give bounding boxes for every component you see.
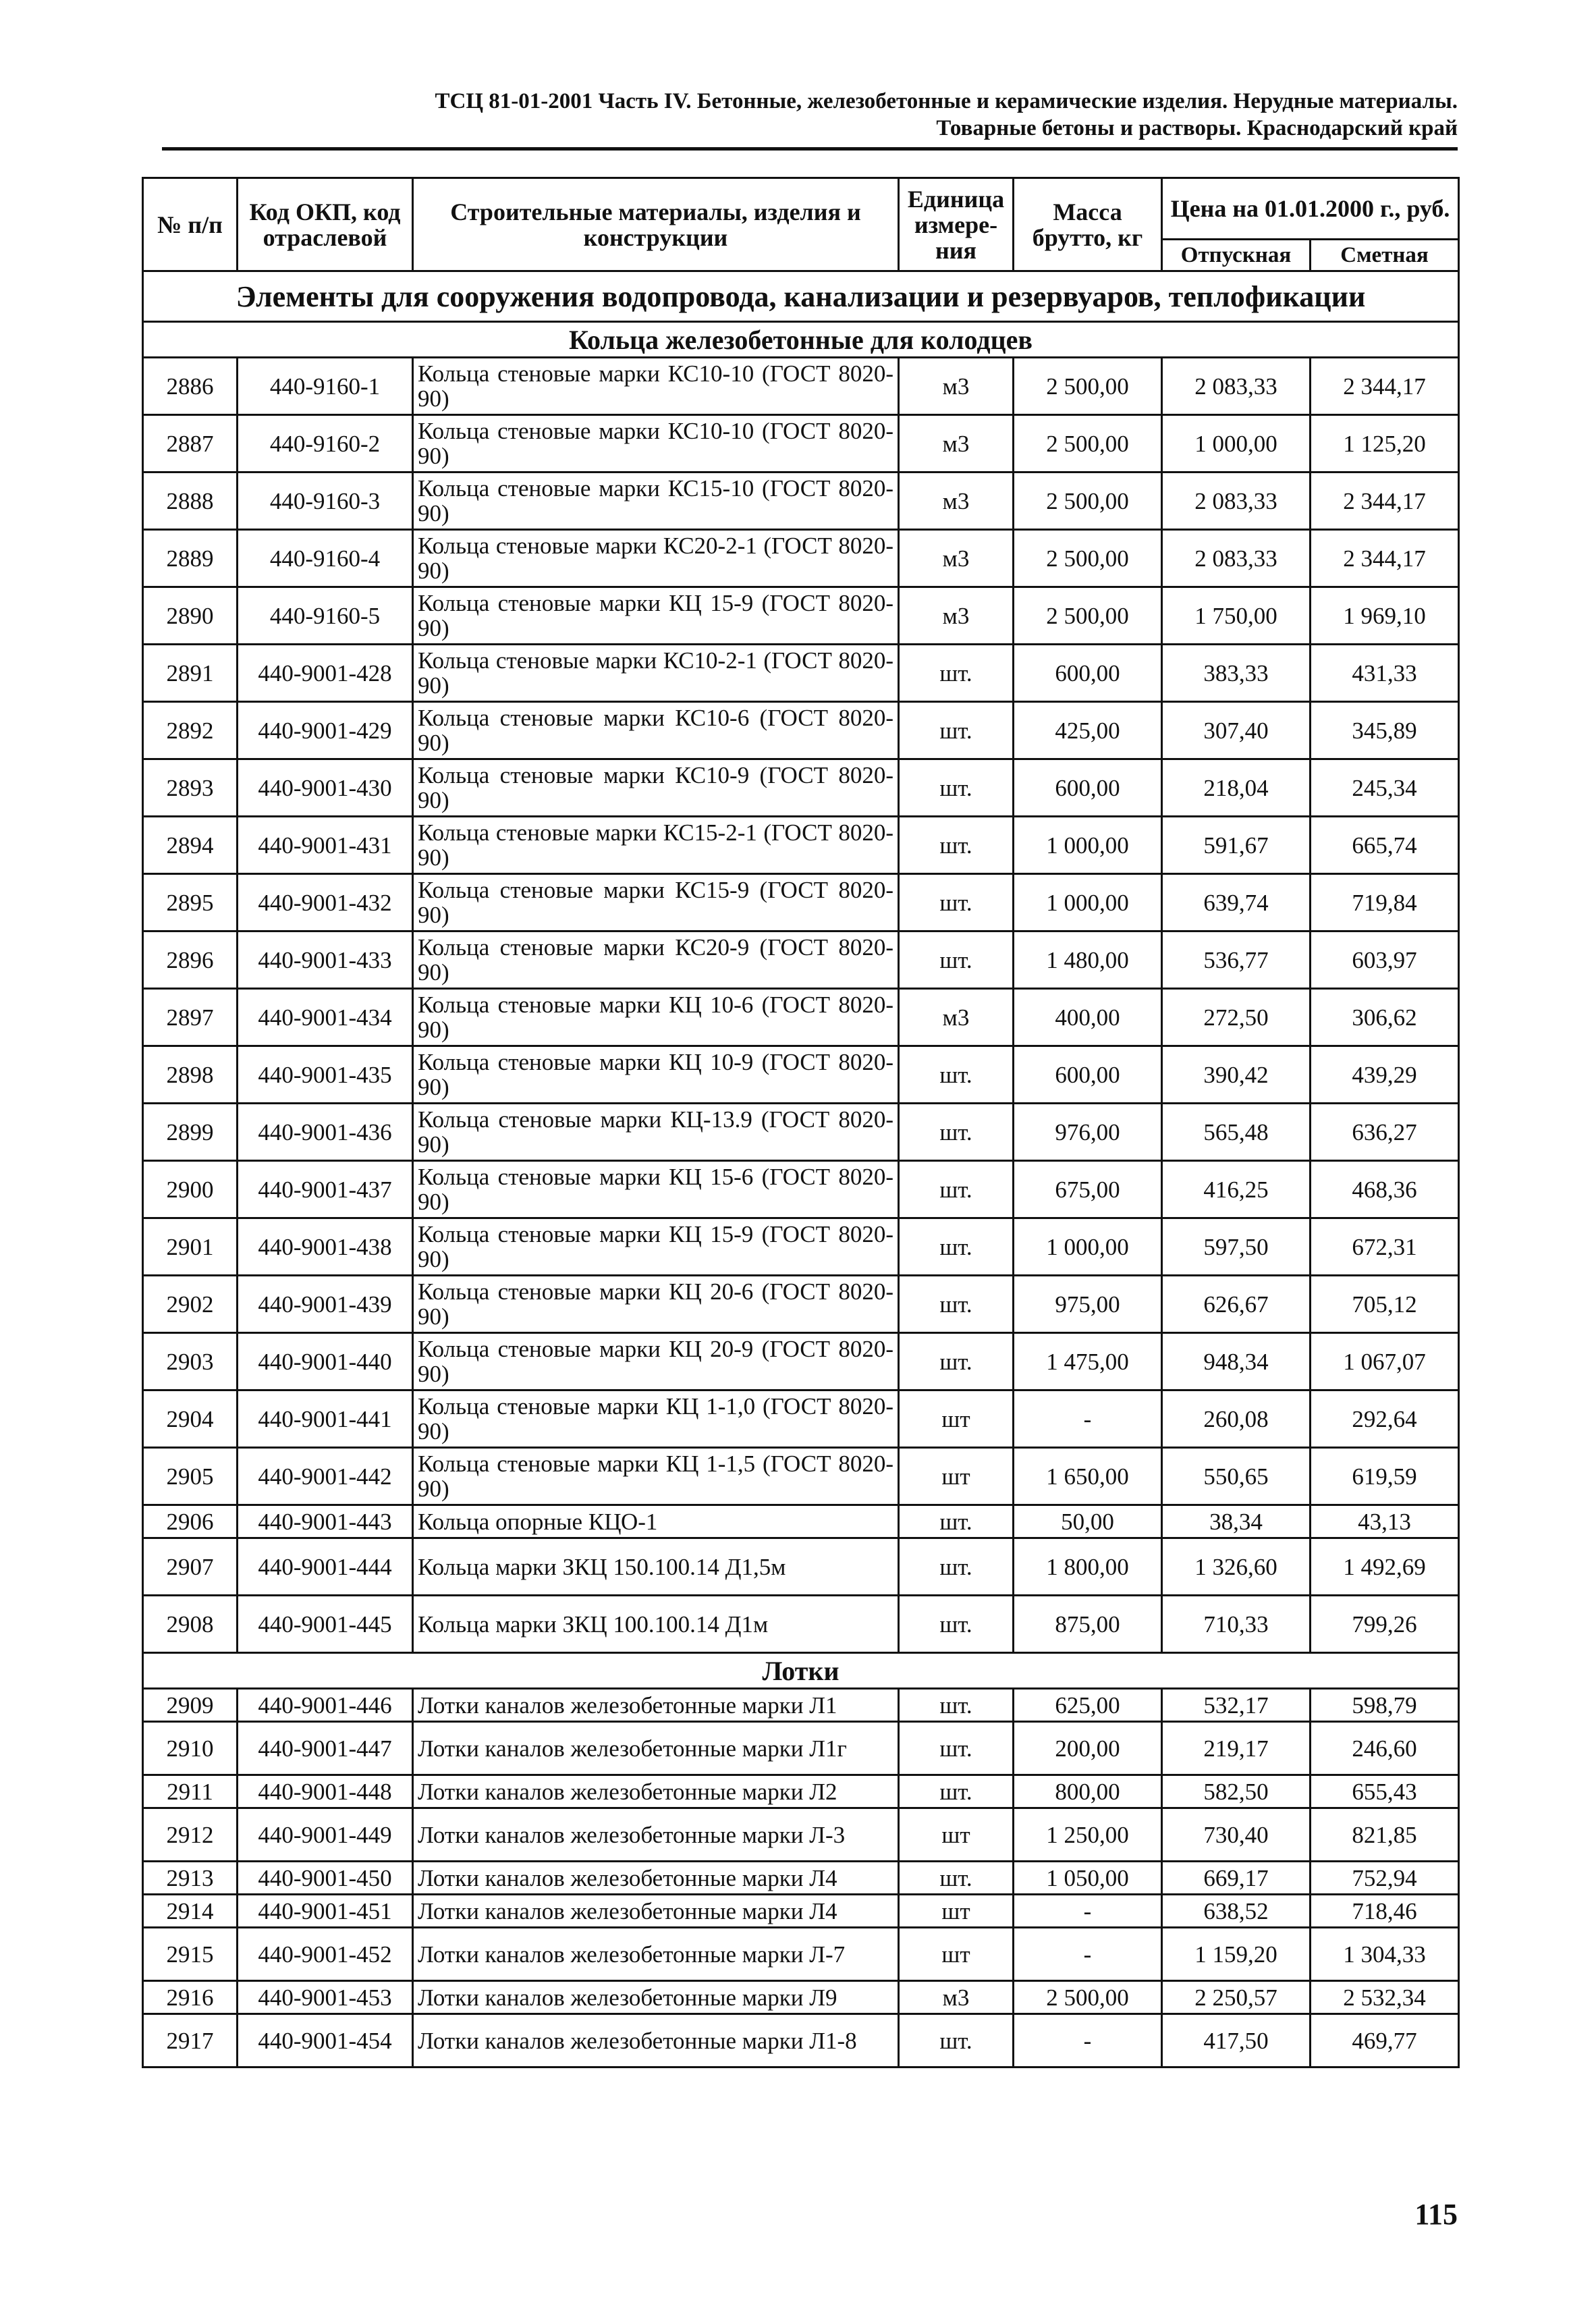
unit-cell: шт: [899, 1895, 1014, 1928]
item-name-cell: Кольца стеновые марки КЦ 1-1,0 (ГОСТ 8020-90): [413, 1390, 899, 1448]
mass-gross-cell: 1 250,00: [1014, 1808, 1162, 1862]
okp-code-cell: 440-9160-4: [238, 530, 413, 587]
row-number-cell: 2900: [143, 1161, 238, 1218]
price-release-cell: 417,50: [1162, 2014, 1311, 2068]
col-header-mass: Масса брутто, кг: [1014, 178, 1162, 271]
mass-gross-cell: 1 480,00: [1014, 931, 1162, 989]
price-estimate-cell: 1 125,20: [1311, 415, 1459, 472]
mass-gross-cell: 600,00: [1014, 1046, 1162, 1104]
table-row: [143, 989, 1459, 1046]
row-number-cell: 2913: [143, 1862, 238, 1895]
price-estimate-cell: 2 344,17: [1311, 472, 1459, 530]
row-number-cell: 2908: [143, 1596, 238, 1653]
price-table: [142, 177, 1460, 2068]
table-row: [143, 1333, 1459, 1390]
item-name-cell: Кольца стеновые марки КЦ 10-9 (ГОСТ 8020-90): [413, 1046, 899, 1104]
mass-gross-cell: 875,00: [1014, 1596, 1162, 1653]
subsection-title-rings: Кольца железобетонные для колодцев: [143, 322, 1459, 358]
price-release-cell: 730,40: [1162, 1808, 1311, 1862]
okp-code-cell: 440-9001-454: [238, 2014, 413, 2068]
row-number-cell: 2902: [143, 1276, 238, 1333]
row-number-cell: 2903: [143, 1333, 238, 1390]
price-estimate-cell: 752,94: [1311, 1862, 1459, 1895]
price-release-cell: 638,52: [1162, 1895, 1311, 1928]
row-number-cell: 2917: [143, 2014, 238, 2068]
unit-cell: шт.: [899, 1276, 1014, 1333]
row-number-cell: 2906: [143, 1505, 238, 1538]
unit-cell: шт.: [899, 817, 1014, 874]
table-row: [143, 817, 1459, 874]
header-line-2: Товарные бетоны и растворы. Краснодарский край: [936, 116, 1458, 140]
unit-cell: шт.: [899, 1775, 1014, 1808]
row-number-cell: 2889: [143, 530, 238, 587]
table-row: [143, 874, 1459, 931]
mass-gross-cell: 2 500,00: [1014, 530, 1162, 587]
price-estimate-cell: 245,34: [1311, 759, 1459, 817]
table-row: [143, 1538, 1459, 1596]
price-estimate-cell: 439,29: [1311, 1046, 1459, 1104]
okp-code-cell: 440-9001-442: [238, 1448, 413, 1505]
unit-cell: шт.: [899, 1046, 1014, 1104]
price-release-cell: 2 083,33: [1162, 472, 1311, 530]
row-number-cell: 2907: [143, 1538, 238, 1596]
price-estimate-cell: 468,36: [1311, 1161, 1459, 1218]
price-release-cell: 550,65: [1162, 1448, 1311, 1505]
item-name-cell: Кольца стеновые марки КС10-10 (ГОСТ 8020-90): [413, 358, 899, 415]
price-release-cell: 2 250,57: [1162, 1981, 1311, 2014]
table-row: [143, 645, 1459, 702]
item-name-cell: Кольца стеновые марки КЦ 15-6 (ГОСТ 8020-90): [413, 1161, 899, 1218]
item-name-cell: Кольца стеновые марки КС10-9 (ГОСТ 8020-90): [413, 759, 899, 817]
okp-code-cell: 440-9001-444: [238, 1538, 413, 1596]
unit-cell: шт.: [899, 1333, 1014, 1390]
unit-cell: м3: [899, 472, 1014, 530]
col-header-price-estimate: Сметная: [1311, 240, 1459, 271]
unit-cell: шт.: [899, 1161, 1014, 1218]
table-row: [143, 1808, 1459, 1862]
price-release-cell: 536,77: [1162, 931, 1311, 989]
okp-code-cell: 440-9160-5: [238, 587, 413, 645]
price-release-cell: 626,67: [1162, 1276, 1311, 1333]
row-number-cell: 2897: [143, 989, 238, 1046]
unit-cell: шт.: [899, 1104, 1014, 1161]
unit-cell: шт.: [899, 1218, 1014, 1276]
table-row: [143, 1505, 1459, 1538]
price-release-cell: 597,50: [1162, 1218, 1311, 1276]
mass-gross-cell: 1 000,00: [1014, 874, 1162, 931]
item-name-cell: Лотки каналов железобетонные марки Л4: [413, 1862, 899, 1895]
unit-cell: шт.: [899, 2014, 1014, 2068]
page-number: 115: [1414, 2198, 1458, 2231]
item-name-cell: Кольца стеновые марки КЦ 1-1,5 (ГОСТ 8020-90): [413, 1448, 899, 1505]
okp-code-cell: 440-9001-451: [238, 1895, 413, 1928]
item-name-cell: Лотки каналов железобетонные марки Л1г: [413, 1722, 899, 1775]
row-number-cell: 2887: [143, 415, 238, 472]
price-estimate-cell: 603,97: [1311, 931, 1459, 989]
item-name-cell: Кольца стеновые марки КС15-10 (ГОСТ 8020-90): [413, 472, 899, 530]
table-row: [143, 1775, 1459, 1808]
row-number-cell: 2909: [143, 1689, 238, 1722]
table-row: [143, 1046, 1459, 1104]
price-estimate-cell: 655,43: [1311, 1775, 1459, 1808]
table-row: [143, 1928, 1459, 1981]
unit-cell: м3: [899, 1981, 1014, 2014]
row-number-cell: 2911: [143, 1775, 238, 1808]
price-estimate-cell: 705,12: [1311, 1276, 1459, 1333]
table-row: [143, 759, 1459, 817]
row-number-cell: 2893: [143, 759, 238, 817]
table-row: [143, 1218, 1459, 1276]
item-name-cell: Лотки каналов железобетонные марки Л2: [413, 1775, 899, 1808]
okp-code-cell: 440-9001-438: [238, 1218, 413, 1276]
okp-code-cell: 440-9001-440: [238, 1333, 413, 1390]
unit-cell: шт.: [899, 874, 1014, 931]
unit-cell: м3: [899, 587, 1014, 645]
price-estimate-cell: 2 344,17: [1311, 358, 1459, 415]
col-header-price-release: Отпускная: [1162, 240, 1311, 271]
unit-cell: шт: [899, 1928, 1014, 1981]
mass-gross-cell: 675,00: [1014, 1161, 1162, 1218]
mass-gross-cell: 2 500,00: [1014, 358, 1162, 415]
item-name-cell: Лотки каналов железобетонные марки Л1-8: [413, 2014, 899, 2068]
table-row: [143, 1448, 1459, 1505]
unit-cell: шт.: [899, 1689, 1014, 1722]
col-header-name: Строительные материалы, изделия и конструкции: [413, 178, 899, 271]
price-estimate-cell: 719,84: [1311, 874, 1459, 931]
item-name-cell: Кольца стеновые марки КС15-9 (ГОСТ 8020-90): [413, 874, 899, 931]
table-row: [143, 1104, 1459, 1161]
mass-gross-cell: 1 650,00: [1014, 1448, 1162, 1505]
subsection-title-trays: Лотки: [143, 1653, 1459, 1689]
unit-cell: м3: [899, 530, 1014, 587]
price-estimate-cell: 672,31: [1311, 1218, 1459, 1276]
row-number-cell: 2899: [143, 1104, 238, 1161]
price-release-cell: 2 083,33: [1162, 358, 1311, 415]
table-row: [143, 415, 1459, 472]
row-number-cell: 2912: [143, 1808, 238, 1862]
row-number-cell: 2901: [143, 1218, 238, 1276]
table-row: [143, 472, 1459, 530]
row-number-cell: 2910: [143, 1722, 238, 1775]
item-name-cell: Кольца стеновые марки КС20-2-1 (ГОСТ 8020-90): [413, 530, 899, 587]
mass-gross-cell: -: [1014, 1390, 1162, 1448]
price-release-cell: 948,34: [1162, 1333, 1311, 1390]
table-row: [143, 931, 1459, 989]
price-release-cell: 260,08: [1162, 1390, 1311, 1448]
price-release-cell: 591,67: [1162, 817, 1311, 874]
col-header-unit: Единица измере-ния: [899, 178, 1014, 271]
price-release-cell: 669,17: [1162, 1862, 1311, 1895]
okp-code-cell: 440-9001-432: [238, 874, 413, 931]
table-row: [143, 1689, 1459, 1722]
price-release-cell: 1 159,20: [1162, 1928, 1311, 1981]
mass-gross-cell: 425,00: [1014, 702, 1162, 759]
item-name-cell: Кольца стеновые марки КЦ 15-9 (ГОСТ 8020-90): [413, 1218, 899, 1276]
col-header-price: Цена на 01.01.2000 г., руб.: [1162, 178, 1459, 240]
row-number-cell: 2886: [143, 358, 238, 415]
okp-code-cell: 440-9001-431: [238, 817, 413, 874]
unit-cell: шт.: [899, 931, 1014, 989]
unit-cell: шт.: [899, 1596, 1014, 1653]
table-row: [143, 1276, 1459, 1333]
mass-gross-cell: -: [1014, 1928, 1162, 1981]
row-number-cell: 2888: [143, 472, 238, 530]
row-number-cell: 2895: [143, 874, 238, 931]
item-name-cell: Кольца марки ЗКЦ 100.100.14 Д1м: [413, 1596, 899, 1653]
okp-code-cell: 440-9001-449: [238, 1808, 413, 1862]
price-release-cell: 710,33: [1162, 1596, 1311, 1653]
okp-code-cell: 440-9001-446: [238, 1689, 413, 1722]
row-number-cell: 2915: [143, 1928, 238, 1981]
header-rule: [162, 147, 1458, 151]
table-row: [143, 1596, 1459, 1653]
okp-code-cell: 440-9001-436: [238, 1104, 413, 1161]
price-release-cell: 639,74: [1162, 874, 1311, 931]
price-release-cell: 1 750,00: [1162, 587, 1311, 645]
okp-code-cell: 440-9001-453: [238, 1981, 413, 2014]
price-estimate-cell: 431,33: [1311, 645, 1459, 702]
row-number-cell: 2894: [143, 817, 238, 874]
table-head: [143, 178, 1459, 271]
price-estimate-cell: 598,79: [1311, 1689, 1459, 1722]
price-estimate-cell: 636,27: [1311, 1104, 1459, 1161]
unit-cell: шт.: [899, 1722, 1014, 1775]
row-number-cell: 2898: [143, 1046, 238, 1104]
mass-gross-cell: 600,00: [1014, 759, 1162, 817]
price-estimate-cell: 345,89: [1311, 702, 1459, 759]
mass-gross-cell: 800,00: [1014, 1775, 1162, 1808]
price-estimate-cell: 1 067,07: [1311, 1333, 1459, 1390]
unit-cell: м3: [899, 415, 1014, 472]
price-release-cell: 307,40: [1162, 702, 1311, 759]
item-name-cell: Кольца стеновые марки КС10-2-1 (ГОСТ 8020-90): [413, 645, 899, 702]
item-name-cell: Лотки каналов железобетонные марки Л-3: [413, 1808, 899, 1862]
mass-gross-cell: 1 000,00: [1014, 817, 1162, 874]
table-row: [143, 1862, 1459, 1895]
price-release-cell: 1 326,60: [1162, 1538, 1311, 1596]
table-row: [143, 587, 1459, 645]
okp-code-cell: 440-9001-445: [238, 1596, 413, 1653]
price-release-cell: 383,33: [1162, 645, 1311, 702]
unit-cell: шт.: [899, 702, 1014, 759]
price-estimate-cell: 1 304,33: [1311, 1928, 1459, 1981]
mass-gross-cell: 2 500,00: [1014, 1981, 1162, 2014]
item-name-cell: Кольца стеновые марки КЦ 20-9 (ГОСТ 8020-90): [413, 1333, 899, 1390]
price-release-cell: 272,50: [1162, 989, 1311, 1046]
okp-code-cell: 440-9001-448: [238, 1775, 413, 1808]
table-row: [143, 1981, 1459, 2014]
okp-code-cell: 440-9160-3: [238, 472, 413, 530]
section-title: Элементы для сооружения водопровода, канализации и резервуаров, теплофикации: [143, 271, 1459, 322]
mass-gross-cell: 2 500,00: [1014, 587, 1162, 645]
price-release-cell: 416,25: [1162, 1161, 1311, 1218]
row-number-cell: 2891: [143, 645, 238, 702]
okp-code-cell: 440-9001-441: [238, 1390, 413, 1448]
price-release-cell: 2 083,33: [1162, 530, 1311, 587]
mass-gross-cell: 976,00: [1014, 1104, 1162, 1161]
mass-gross-cell: 1 050,00: [1014, 1862, 1162, 1895]
mass-gross-cell: -: [1014, 1895, 1162, 1928]
price-release-cell: 565,48: [1162, 1104, 1311, 1161]
price-estimate-cell: 306,62: [1311, 989, 1459, 1046]
mass-gross-cell: 1 000,00: [1014, 1218, 1162, 1276]
unit-cell: м3: [899, 989, 1014, 1046]
row-number-cell: 2904: [143, 1390, 238, 1448]
mass-gross-cell: 600,00: [1014, 645, 1162, 702]
price-release-cell: 218,04: [1162, 759, 1311, 817]
mass-gross-cell: 1 800,00: [1014, 1538, 1162, 1596]
row-number-cell: 2914: [143, 1895, 238, 1928]
price-estimate-cell: 718,46: [1311, 1895, 1459, 1928]
okp-code-cell: 440-9001-434: [238, 989, 413, 1046]
table-row: [143, 1161, 1459, 1218]
mass-gross-cell: 2 500,00: [1014, 472, 1162, 530]
table-row: [143, 2014, 1459, 2068]
mass-gross-cell: 200,00: [1014, 1722, 1162, 1775]
unit-cell: шт.: [899, 645, 1014, 702]
mass-gross-cell: 400,00: [1014, 989, 1162, 1046]
price-estimate-cell: 246,60: [1311, 1722, 1459, 1775]
item-name-cell: Лотки каналов железобетонные марки Л4: [413, 1895, 899, 1928]
price-release-cell: 219,17: [1162, 1722, 1311, 1775]
item-name-cell: Кольца стеновые марки КЦ-13.9 (ГОСТ 8020-90): [413, 1104, 899, 1161]
col-header-num: № п/п: [143, 178, 238, 271]
row-number-cell: 2916: [143, 1981, 238, 2014]
table-body-trays: [143, 1653, 1459, 2068]
col-header-code: Код ОКП, код отраслевой: [238, 178, 413, 271]
okp-code-cell: 440-9001-435: [238, 1046, 413, 1104]
price-estimate-cell: 1 492,69: [1311, 1538, 1459, 1596]
unit-cell: шт.: [899, 1505, 1014, 1538]
mass-gross-cell: 975,00: [1014, 1276, 1162, 1333]
price-release-cell: 532,17: [1162, 1689, 1311, 1722]
table-body-rings: [143, 271, 1459, 1653]
okp-code-cell: 440-9160-2: [238, 415, 413, 472]
item-name-cell: Кольца стеновые марки КС15-2-1 (ГОСТ 8020-90): [413, 817, 899, 874]
price-release-cell: 38,34: [1162, 1505, 1311, 1538]
unit-cell: шт.: [899, 1862, 1014, 1895]
price-estimate-cell: 292,64: [1311, 1390, 1459, 1448]
header-line-1: ТСЦ 81-01-2001 Часть IV. Бетонные, железобетонные и керамические изделия. Нерудные материалы.: [435, 89, 1458, 113]
okp-code-cell: 440-9001-429: [238, 702, 413, 759]
item-name-cell: Лотки каналов железобетонные марки Л-7: [413, 1928, 899, 1981]
price-estimate-cell: 2 344,17: [1311, 530, 1459, 587]
table-row: [143, 358, 1459, 415]
price-release-cell: 582,50: [1162, 1775, 1311, 1808]
item-name-cell: Кольца стеновые марки КС10-10 (ГОСТ 8020-90): [413, 415, 899, 472]
table-row: [143, 530, 1459, 587]
okp-code-cell: 440-9001-450: [238, 1862, 413, 1895]
price-estimate-cell: 799,26: [1311, 1596, 1459, 1653]
okp-code-cell: 440-9001-430: [238, 759, 413, 817]
mass-gross-cell: -: [1014, 2014, 1162, 2068]
item-name-cell: Кольца опорные КЦО-1: [413, 1505, 899, 1538]
item-name-cell: Кольца марки ЗКЦ 150.100.14 Д1,5м: [413, 1538, 899, 1596]
unit-cell: шт.: [899, 1538, 1014, 1596]
okp-code-cell: 440-9001-428: [238, 645, 413, 702]
row-number-cell: 2892: [143, 702, 238, 759]
table-row: [143, 1722, 1459, 1775]
item-name-cell: Кольца стеновые марки КЦ 15-9 (ГОСТ 8020-90): [413, 587, 899, 645]
okp-code-cell: 440-9001-439: [238, 1276, 413, 1333]
price-estimate-cell: 43,13: [1311, 1505, 1459, 1538]
page-header: [142, 88, 1458, 142]
item-name-cell: Кольца стеновые марки КЦ 20-6 (ГОСТ 8020-90): [413, 1276, 899, 1333]
price-estimate-cell: 619,59: [1311, 1448, 1459, 1505]
okp-code-cell: 440-9001-443: [238, 1505, 413, 1538]
mass-gross-cell: 625,00: [1014, 1689, 1162, 1722]
okp-code-cell: 440-9001-433: [238, 931, 413, 989]
price-release-cell: 390,42: [1162, 1046, 1311, 1104]
okp-code-cell: 440-9001-452: [238, 1928, 413, 1981]
table-row: [143, 702, 1459, 759]
mass-gross-cell: 1 475,00: [1014, 1333, 1162, 1390]
item-name-cell: Кольца стеновые марки КС20-9 (ГОСТ 8020-90): [413, 931, 899, 989]
unit-cell: шт: [899, 1448, 1014, 1505]
mass-gross-cell: 50,00: [1014, 1505, 1162, 1538]
table-row: [143, 1895, 1459, 1928]
table-row: [143, 1390, 1459, 1448]
unit-cell: шт.: [899, 759, 1014, 817]
row-number-cell: 2896: [143, 931, 238, 989]
unit-cell: м3: [899, 358, 1014, 415]
item-name-cell: Кольца стеновые марки КС10-6 (ГОСТ 8020-90): [413, 702, 899, 759]
okp-code-cell: 440-9001-437: [238, 1161, 413, 1218]
unit-cell: шт: [899, 1808, 1014, 1862]
row-number-cell: 2905: [143, 1448, 238, 1505]
unit-cell: шт: [899, 1390, 1014, 1448]
item-name-cell: Кольца стеновые марки КЦ 10-6 (ГОСТ 8020-90): [413, 989, 899, 1046]
price-release-cell: 1 000,00: [1162, 415, 1311, 472]
price-estimate-cell: 665,74: [1311, 817, 1459, 874]
mass-gross-cell: 2 500,00: [1014, 415, 1162, 472]
price-estimate-cell: 821,85: [1311, 1808, 1459, 1862]
price-estimate-cell: 469,77: [1311, 2014, 1459, 2068]
price-estimate-cell: 2 532,34: [1311, 1981, 1459, 2014]
okp-code-cell: 440-9160-1: [238, 358, 413, 415]
okp-code-cell: 440-9001-447: [238, 1722, 413, 1775]
item-name-cell: Лотки каналов железобетонные марки Л1: [413, 1689, 899, 1722]
item-name-cell: Лотки каналов железобетонные марки Л9: [413, 1981, 899, 2014]
row-number-cell: 2890: [143, 587, 238, 645]
price-estimate-cell: 1 969,10: [1311, 587, 1459, 645]
